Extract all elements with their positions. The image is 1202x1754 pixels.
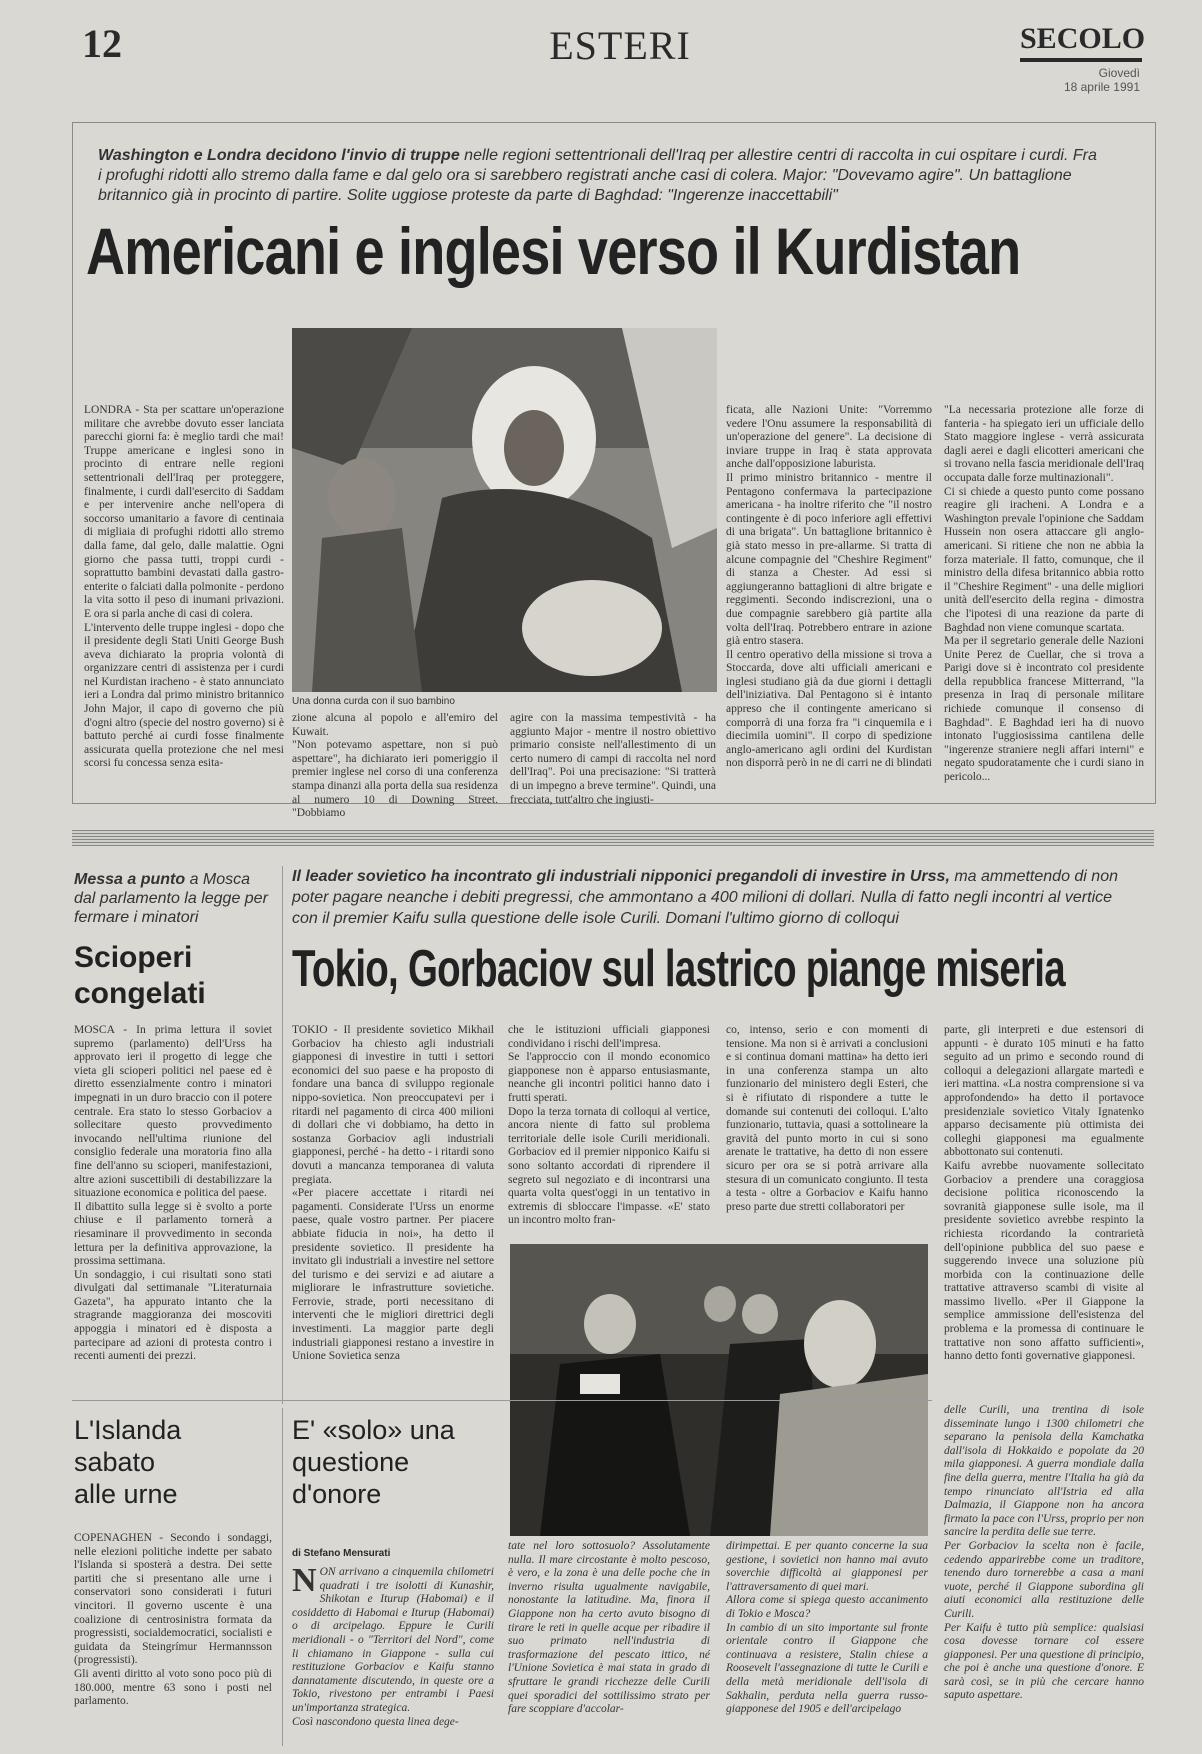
section-title: ESTERI — [549, 23, 691, 68]
iceland-headline — [74, 1414, 274, 1510]
masthead-rule — [1020, 58, 1142, 62]
gorbaciov-headline: Tokio, Gorbaciov sul lastrico piange miseria — [292, 940, 1065, 998]
gorbaciov-column-3: co, intenso, serio e con momenti di tensione. Ma non si è arrivati a conclusioni e si continua domani mattina» ha detto ieri in una conferenza stampa un alto funzionario del ministero degli Esteri, che si è rifiutato di rispondere a tutte le domande sui contenuti dei colloqui. L'alto funzionario, tuttavia, quasi a sottolineare la gravità del punto morto in cui si sono arenate le trattative, ha detto di non essere sicuro per ora se si potrà arrivare alla stesura di un comunicato congiunto. Il testa a testa - oltre a Gorbaciov e Kaifu hanno preso parte due stretti collaboratori per — [726, 1024, 928, 1213]
kurdistan-kicker-lead: Washington e Londra decidono l'invio di truppe — [98, 147, 460, 164]
honor-column-3: dirimpettai. E per quanto concerne la sua gestione, i sovietici non hanno mai avuto soverchie difficoltà ai giapponesi per l'attraversamento di quei mari. Allora come si spiega questo accanimento di Tokio e Mosca? In cambio di un sito importante sul fronte orientale contro il Giappone che continuava a resistere, Stalin chiese a Roosevelt l'assegnazione di tutte le Curili e della metà meridionale dell'isola di Sakhalin, perduta nella guerra russo-giapponese del 1905 e dell'arcipelago — [726, 1540, 928, 1716]
kurdistan-column-2: zione alcuna al popolo e all'emiro del Kuwait. "Non potevamo aspettare, non si può aspettare", ha dichiarato ieri pomeriggio il premier inglese nel corso di una conferenza stampa dinanzi alla porta della sua residenza al numero 10 di Downing Street. "Dobbiamo — [292, 712, 498, 820]
strikes-kicker — [74, 870, 274, 927]
iceland-headline-line-3: alle urne — [74, 1479, 178, 1509]
kurdistan-headline: Americani e inglesi verso il Kurdistan — [86, 214, 1021, 288]
kurdistan-kicker — [98, 146, 1098, 206]
section-divider — [72, 830, 1154, 846]
gorbaciov-column-1: TOKIO - Il presidente sovietico Mikhail Gorbaciov ha chiesto agli industriali giapponesi di investire in tutti i settori economici del suo paese e ha proposto di fondare una banca di sviluppo regionale nippo-sovietica. Non preoccupatevi per i ritardi nel pagamento di circa 400 milioni di dollari che vi dobbiamo, ha detto in sostanza Gorbaciov agli industriali giapponesi, perché - ha detto - i ritardi sono dovuti a mancanza temporanea di valuta pregiata. «Per piacere accettate i ritardi nei pagamenti. Considerate l'Urss un enorme paese, quale vostro partner. Per piacere abbiate fiducia in noi», ha detto il presidente sovietico. Il presidente ha invitato gli industriali a investire nel settore del turismo e dei servizi e ad aiutare a migliorare le infrastrutture sovietiche. Ferrovie, strade, porti necessitano di interventi che le migliori direttrici degli investimenti. La maggior parte degli industriali giapponesi restano a investire in Unione Sovietica senza — [292, 1024, 494, 1363]
honor-column-1 — [292, 1562, 494, 1742]
column-rule — [282, 866, 283, 1404]
strikes-headline-line-2: congelati — [74, 977, 206, 1010]
photo-illustration-2 — [510, 1244, 928, 1536]
strikes-kicker-rest: a Mosca dal parlamento la legge per fermare i minatori — [74, 871, 268, 926]
honor-headline — [292, 1414, 506, 1510]
gorbaciov-kaifu-photo — [510, 1244, 928, 1536]
honor-column-1-text: ON arrivano a cinquemila chilometri quadrati i tre isolotti di Kunashir, Shikotan e Iturup (Habomai) e il cosiddetto di Habomai e Iturup (Habomai) o di arcipelago. Eppure le Curili meridionali - o "Territori del Nord", come li chiamano in Giappone - sulla cui restituzione Gorbaciov e Kaifu stanno dannatamente discutendo, in queste ore a Tokio, rivestono per entrambi i Paesi un'importanza strategica. Così nascondono questa linea dege- — [292, 1566, 494, 1728]
honor-column-2: tate nel loro sottosuolo? Assolutamente nulla. Il mare circostante è molto pescoso, è vero, e la zona è una delle poche che in inverno risulta ugualmente navigabile, nonostante la latitudine. Ma, finora il Giappone non ha certo avuto bisogno di tirare le reti in quelle acque per ribadire il suo primato nell'industria di trasformazione del pescato ittico, né l'Unione Sovietica è mai stata in grado di sfruttare le grandi ricchezze delle Curili quei sporadici del sottilissimo strato per fare scoppiare d'accolar- — [508, 1540, 710, 1716]
kurdistan-column-4: ficata, alle Nazioni Unite: "Vorremmo vedere l'Onu assumere la responsabilità di un'operazione del genere". La decisione di inviare truppe in Iraq è stata approvata anche dall'opposizione laburista. Il primo ministro britannico - mentre il Pentagono confermava la partecipazione americana - ha inoltre riferito che "il nostro contingente è di poco inferiore agli effettivi di una brigata". Un battaglione britannico è già stato messo in pre-allarme. Si tratta di alcune compagnie del "Cheshire Regiment" di stanza a Chester. Ad essi si aggiungeranno battaglioni di altre brigate e reggimenti. Secondo indiscrezioni, una o due compagnie sarebbero già partite alla volta dell'Iraq. Potrebbero entrare in azione già entro stasera. Il centro operativo della missione si trova a Stoccarda, dove alti ufficiali americani e inglesi studiano già da due giorni i dettagli dell'iniziativa. Dal Pentagono si è intanto appreso che il contingente americano si comporrà di una forza fra "i cinquemila e i diecimila uomini". Il corpo di spedizione anglo-americano agli ordini del Kurdistan non disporrà però in ne di carri ne di blindati — [726, 404, 932, 770]
gorbaciov-kicker — [292, 866, 1142, 929]
byline: di Stefano Mensurati — [292, 1548, 391, 1559]
photo-illustration — [292, 328, 717, 692]
kurdistan-column-3: agire con la massima tempestività - ha aggiunto Major - mentre il nostro obiettivo primario consiste nell'allestimento di un certo numero di campi di raccolta nel nord dell'Iraq". Poi una precisazione: "Si tratterà di un impegno a breve termine". Quindi, una frecciata, tutt'altro che ingiusti- — [510, 712, 716, 806]
strikes-headline — [74, 940, 206, 1012]
honor-headline-line-3: d'onore — [292, 1479, 382, 1509]
photo-caption: Una donna curda con il suo bambino — [292, 696, 455, 707]
gorbaciov-column-4: parte, gli interpreti e due estensori di appunti - è durato 105 minuti e ha fatto seguito ad un primo e secondo round di colloqui a delegazioni allargate martedì e ieri mattina. «La nostra comprensione si va approfondendo» ha detto il portavoce presidenziale sovietico Vitaly Ignatenko apparso decisamente più ottimista dei colleghi giapponesi ma egualmente abbottonato sui contenuti. Kaifu avrebbe nuovamente sollecitato Gorbaciov a prendere una coraggiosa decisione politica riconoscendo la sovranità giapponese sulle isole, ma il presidente sovietico avrebbe respinto la richiesta ricordando la contrarietà dell'opinione pubblica del suo paese e suggerendo invece una soluzione più morbida con la continuazione delle trattative attraverso scambi di visite al massimo livello. «Per il Giappone la semplice ammissione dell'esistenza del problema e la promessa di continuare le trattative non sono affatto sufficienti», hanno detto fonti governative giapponesi. — [944, 1024, 1144, 1363]
gorbaciov-kicker-rest: ma ammettendo di non poter pagare neanche i debiti pregressi, che ammontano a 400 milioni di dollari. Nulla di fatto negli incontri al vertice con il premier Kaifu sulla questione delle isole Curili. Domani l'ultimo giorno di colloqui — [292, 868, 1118, 927]
gorbaciov-column-5: delle Curili, una trentina di isole disseminate lungo i 1300 chilometri che separano la penisola della Kamchatka dall'isola di Hokkaido e popolate da 20 mila giapponesi. A guerra mondiale dalla fine della guerra, mentre l'Italia ha già da tempo rinunciato all'Istria ed alla Dalmazia, il Giappone non ha ancora firmato la pace con l'Urss, proprio per non sancire la perdita delle sue terre. Per Gorbaciov la scelta non è facile, cedendo apparirebbe come un traditore, tenendo duro tornerebbe a casa a mani vuote, perché il Giappone subordina gli aiuti economici alla restituzione delle Curili. Per Kaifu è tutto più semplice: qualsiasi cosa dovesse tornare col essere giapponesi. Per una questione di principio, che poi è anche una questione d'onore. E sarà così, se in più che cercare hanno saputo aspettare. — [944, 1404, 1144, 1702]
kurdistan-column-5: "La necessaria protezione alle forze di fanteria - ha spiegato ieri un ufficiale dello Stato maggiore inglese - verrà assicurata dagli aerei e dagli elicotteri americani che si trovano nella fascia meridionale dell'Iraq occupata dalle forze multinazionali". Ci si chiede a questo punto come possano reagire gli iracheni. A Londra e a Washington prevale l'opinione che Saddam Hussein non osera attaccare gli anglo-americani. Si ritiene che non ne abbia la forza materiale. Il fatto, comunque, che il ministro della difesa britannico abbia rotto il "Cheshire Regiment" - una delle migliori unità dell'esercito della regina - dimostra che l'ipotesi di una reazione da parte di Baghdad non viene comunque scartata. Ma per il segretario generale delle Nazioni Unite Perez de Cuellar, che si trova a Parigi dove si è incontrato col presidente della repubblica francese Mitterrand, "la presenza in Iraq di personale militare richiede comunque il consenso di Baghdad". E Baghdad ieri ha di nuovo intonato l'uggiosissima cantilena delle "ingerenze straniere negli affari interni" e negato spudoratamente che i curdi siano in pericolo... — [944, 404, 1144, 784]
dropcap: N — [292, 1562, 317, 1599]
gorbaciov-column-2: che le istituzioni ufficiali giapponesi condividano i rischi dell'impresa. Se l'approccio con il mondo economico giapponese non è apparso entusiasmante, neanche gli incontri politici hanno dato i frutti sperati. Dopo la terza tornata di colloqui al vertice, ancora niente di fatto sul problema territoriale delle isole Curili meridionali. Gorbaciov ed il premier nipponico Kaifu si sono soltanto accordati di riprendere il segreto sul negoziato e di incontrarsi una quarta volta quest'oggi in un tentativo in extremis di sbloccare l'impasse. «E' stato un incontro molto fran- — [508, 1024, 710, 1227]
masthead: SECOLO — [1020, 22, 1146, 55]
iceland-headline-line-2: sabato — [74, 1447, 156, 1477]
kurdistan-column-1: LONDRA - Sta per scattare un'operazione militare che avrebbe dovuto esser lanciata parecchi giorni fa: è meglio tardi che mai! Truppe americane e inglesi sono in procinto di entrare nelle regioni settentrionali dell'Iraq per proteggere, finalmente, i curdi dall'esercito di Saddam e per intervenire anche nell'opera di soccorso umanitario a favore di centinaia di migliaia di profughi ridotti allo stremo dalla fame, dal gelo, dalle malattie. Ogni giorno che passa tutti, troppi curdi - soprattutto bambini devastati dalla gastro-enterite o falciati dalla polmonite - perdono la vita sotto il peso di inumani privazioni. E ora si parla anche di casi di colera. L'intervento delle truppe inglesi - dopo che il presidente degli Stati Uniti George Bush aveva dichiarato la propria volontà di organizzare centri di assistenza per i curdi nel Kurdistan iracheno - è stato annunciato ieri a Londra dal primo ministro britannico John Major, il capo di governo che più d'ogni altro (specie del nostro governo) si è battuto perché ai curdi fosse finalmente assicurata quella protezione che nel mesi scorsi fu concessa senza esita- — [84, 404, 284, 770]
column-rule-2 — [282, 1408, 283, 1746]
issue-date: 18 aprile 1991 — [1063, 80, 1140, 94]
kurdistan-kicker-rest: nelle regioni settentrionali dell'Iraq per allestire centri di raccolta in cui ospitare i curdi. Fra i profughi ridotti allo stremo dalla fame e dal gelo ora si sarebbero registrati anche casi di colera. Major: "Dovevamo agire". Un battaglione britannico già in procinto di partire. Solite uggiose proteste da parte di Baghdad: "Ingerenze inaccettabili" — [98, 147, 1097, 204]
strikes-kicker-lead: Messa a punto — [74, 871, 186, 888]
strikes-column: MOSCA - In prima lettura il soviet supremo (parlamento) dell'Urss ha approvato ieri il progetto di legge che vieta gli scioperi politici nel paese ed è diretto essenzialmente contro i minatori impegnati in un duro braccio con il potere centrale. Era stato lo stesso Gorbaciov a sollecitare questo provvedimento invocando nell'ultima riunione del consiglio federale una moratoria fino alla fine dell'anno su scioperi, manifestazioni, altre azioni suscettibili di destabilizzare la situazione economica e politica del paese. Il dibattito sulla legge si è svolto a porte chiuse e il parlamento tornerà a riesaminare il provvedimento in seconda lettura per la definitiva approvazione, la prossima settimana. Un sondaggio, i cui risultati sono stati divulgati dal settimanale "Literaturnaia Gazeta", ha appurato intanto che la stragrande maggioranza dei moscoviti appoggia i minatori ed è disposta a partecipare ad azioni di protesta contro i recenti aumenti dei prezzi. — [74, 1024, 272, 1363]
page-number: 12 — [82, 21, 122, 66]
honor-headline-line-1: E' «solo» una — [292, 1415, 455, 1445]
strikes-headline-line-1: Scioperi — [74, 941, 193, 974]
lower-rule — [72, 1400, 932, 1401]
weekday: Giovedì — [1098, 66, 1140, 80]
honor-headline-line-2: questione — [292, 1447, 410, 1477]
iceland-headline-line-1: L'Islanda — [74, 1415, 182, 1445]
kurdish-woman-photo — [292, 328, 717, 692]
iceland-column: COPENAGHEN - Secondo i sondaggi, nelle elezioni politiche indette per sabato l'Islanda si sposterà a destra. Dei sette partiti che si presentano alle urne i conservatori sono considerati i futuri vincitori. Il governo uscente è una coalizione di centrosinistra formata da progressisti, socialdemocratici, socialisti e guidata da Steingrímur Hermannsson (progressisti). Gli aventi diritto al voto sono poco più di 180.000, mentre 63 sono i posti nel parlamento. — [74, 1532, 272, 1708]
gorbaciov-kicker-lead: Il leader sovietico ha incontrato gli industriali nipponici pregandoli di investire in Urss, — [292, 868, 950, 885]
